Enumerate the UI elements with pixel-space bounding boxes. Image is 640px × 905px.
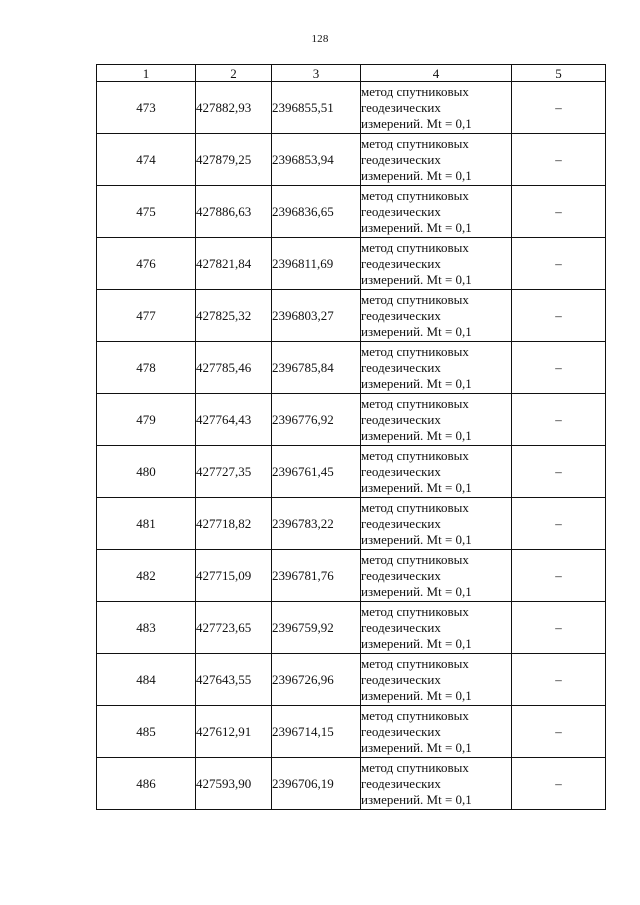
x-coordinate-cell: 427718,82 <box>196 498 272 550</box>
x-coordinate-cell: 427886,63 <box>196 186 272 238</box>
x-coordinate-cell: 427882,93 <box>196 82 272 134</box>
point-number-cell: 474 <box>97 134 196 186</box>
method-cell: метод спутниковых геодезических измерений. Mt = 0,1 <box>361 550 512 602</box>
x-coordinate-cell: 427879,25 <box>196 134 272 186</box>
method-cell: метод спутниковых геодезических измерений. Mt = 0,1 <box>361 186 512 238</box>
point-number-cell: 481 <box>97 498 196 550</box>
note-cell: – <box>512 446 606 498</box>
table-header <box>97 65 606 82</box>
point-number-cell: 479 <box>97 394 196 446</box>
coordinates-table <box>96 64 606 810</box>
table-row <box>97 82 606 134</box>
table-row <box>97 134 606 186</box>
x-coordinate-cell: 427821,84 <box>196 238 272 290</box>
y-coordinate-cell: 2396759,92 <box>272 602 361 654</box>
note-cell: – <box>512 134 606 186</box>
x-coordinate-cell: 427643,55 <box>196 654 272 706</box>
y-coordinate-cell: 2396785,84 <box>272 342 361 394</box>
table-row <box>97 394 606 446</box>
point-number-cell: 476 <box>97 238 196 290</box>
point-number-cell: 485 <box>97 706 196 758</box>
y-coordinate-cell: 2396783,22 <box>272 498 361 550</box>
note-cell: – <box>512 706 606 758</box>
column-header-5: 5 <box>512 65 606 82</box>
point-number-cell: 477 <box>97 290 196 342</box>
table-row <box>97 238 606 290</box>
point-number-cell: 484 <box>97 654 196 706</box>
y-coordinate-cell: 2396726,96 <box>272 654 361 706</box>
x-coordinate-cell: 427764,43 <box>196 394 272 446</box>
table-row <box>97 290 606 342</box>
y-coordinate-cell: 2396811,69 <box>272 238 361 290</box>
method-cell: метод спутниковых геодезических измерений. Mt = 0,1 <box>361 238 512 290</box>
x-coordinate-cell: 427825,32 <box>196 290 272 342</box>
point-number-cell: 482 <box>97 550 196 602</box>
note-cell: – <box>512 758 606 810</box>
point-number-cell: 486 <box>97 758 196 810</box>
y-coordinate-cell: 2396836,65 <box>272 186 361 238</box>
method-cell: метод спутниковых геодезических измерений. Mt = 0,1 <box>361 498 512 550</box>
column-header-1: 1 <box>97 65 196 82</box>
note-cell: – <box>512 342 606 394</box>
y-coordinate-cell: 2396714,15 <box>272 706 361 758</box>
note-cell: – <box>512 394 606 446</box>
x-coordinate-cell: 427785,46 <box>196 342 272 394</box>
point-number-cell: 478 <box>97 342 196 394</box>
header-row <box>97 65 606 82</box>
note-cell: – <box>512 186 606 238</box>
column-header-4: 4 <box>361 65 512 82</box>
table-row <box>97 706 606 758</box>
column-header-3: 3 <box>272 65 361 82</box>
x-coordinate-cell: 427612,91 <box>196 706 272 758</box>
table-body <box>97 82 606 810</box>
table-row <box>97 186 606 238</box>
method-cell: метод спутниковых геодезических измерений. Mt = 0,1 <box>361 82 512 134</box>
y-coordinate-cell: 2396761,45 <box>272 446 361 498</box>
table-row <box>97 550 606 602</box>
table-row <box>97 758 606 810</box>
point-number-cell: 473 <box>97 82 196 134</box>
table-row <box>97 602 606 654</box>
y-coordinate-cell: 2396853,94 <box>272 134 361 186</box>
x-coordinate-cell: 427727,35 <box>196 446 272 498</box>
table-row <box>97 342 606 394</box>
method-cell: метод спутниковых геодезических измерений. Mt = 0,1 <box>361 394 512 446</box>
y-coordinate-cell: 2396781,76 <box>272 550 361 602</box>
x-coordinate-cell: 427723,65 <box>196 602 272 654</box>
method-cell: метод спутниковых геодезических измерений. Mt = 0,1 <box>361 290 512 342</box>
column-header-2: 2 <box>196 65 272 82</box>
note-cell: – <box>512 550 606 602</box>
x-coordinate-cell: 427715,09 <box>196 550 272 602</box>
point-number-cell: 483 <box>97 602 196 654</box>
x-coordinate-cell: 427593,90 <box>196 758 272 810</box>
method-cell: метод спутниковых геодезических измерений. Mt = 0,1 <box>361 602 512 654</box>
table-row <box>97 498 606 550</box>
note-cell: – <box>512 602 606 654</box>
note-cell: – <box>512 82 606 134</box>
method-cell: метод спутниковых геодезических измерений. Mt = 0,1 <box>361 134 512 186</box>
y-coordinate-cell: 2396776,92 <box>272 394 361 446</box>
note-cell: – <box>512 498 606 550</box>
method-cell: метод спутниковых геодезических измерений. Mt = 0,1 <box>361 342 512 394</box>
note-cell: – <box>512 290 606 342</box>
method-cell: метод спутниковых геодезических измерений. Mt = 0,1 <box>361 706 512 758</box>
point-number-cell: 480 <box>97 446 196 498</box>
method-cell: метод спутниковых геодезических измерений. Mt = 0,1 <box>361 446 512 498</box>
table-row <box>97 446 606 498</box>
y-coordinate-cell: 2396855,51 <box>272 82 361 134</box>
table-row <box>97 654 606 706</box>
method-cell: метод спутниковых геодезических измерений. Mt = 0,1 <box>361 758 512 810</box>
method-cell: метод спутниковых геодезических измерений. Mt = 0,1 <box>361 654 512 706</box>
page-number: 128 <box>311 33 329 45</box>
note-cell: – <box>512 238 606 290</box>
point-number-cell: 475 <box>97 186 196 238</box>
y-coordinate-cell: 2396706,19 <box>272 758 361 810</box>
y-coordinate-cell: 2396803,27 <box>272 290 361 342</box>
note-cell: – <box>512 654 606 706</box>
